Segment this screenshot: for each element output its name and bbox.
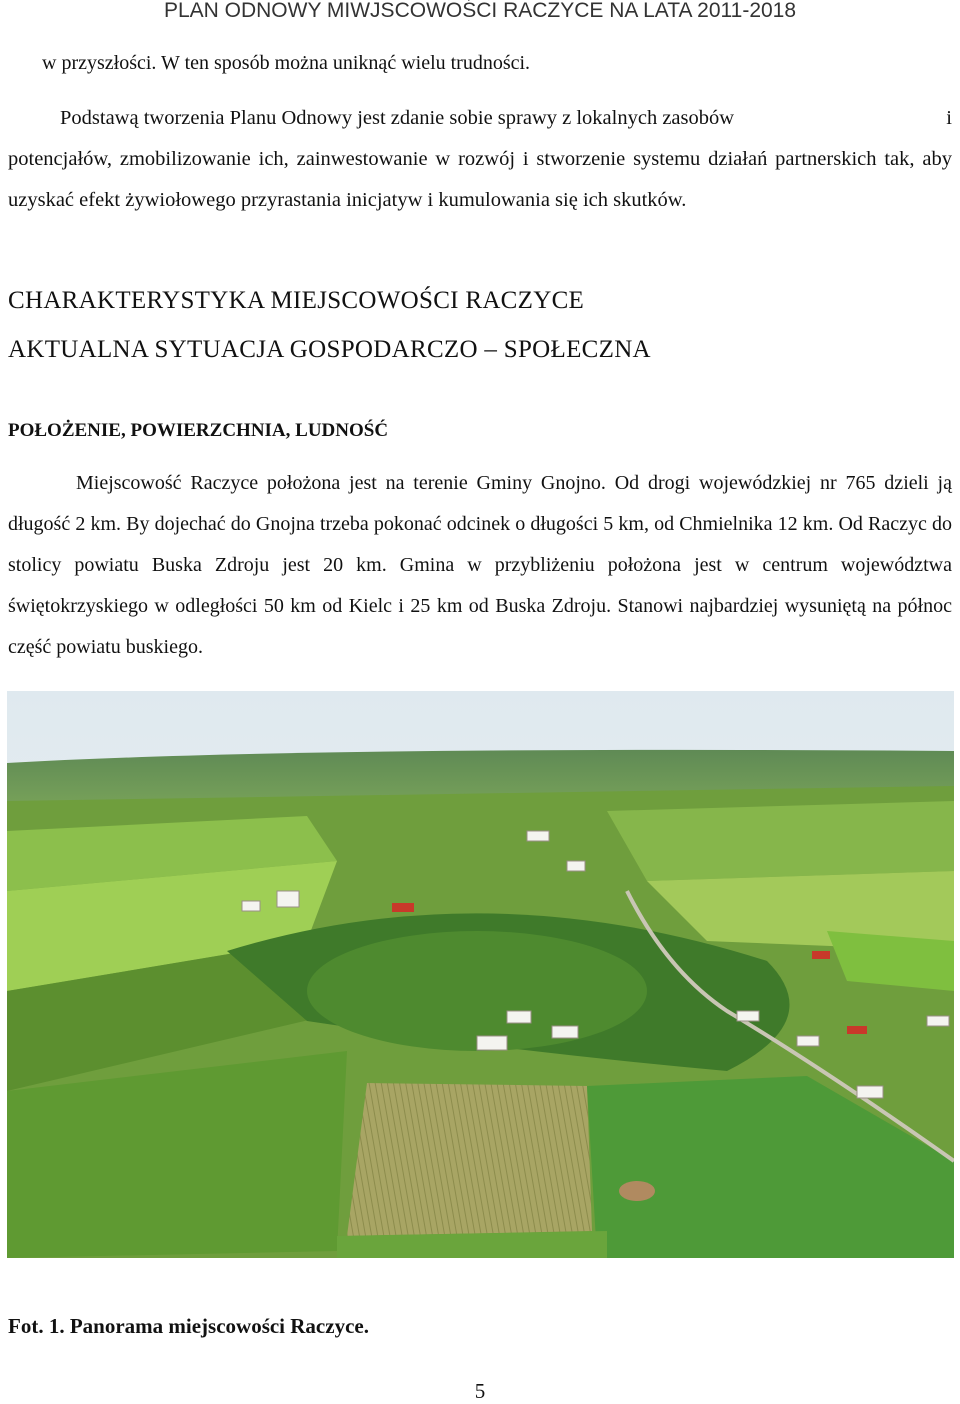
intro-rest: potencjałów, zmobilizowanie ich, zainwestowanie w rozwój i stworzenie systemu działań partnerskich tak, aby uzyskać efekt żywiołowego przyrastania inicjatyw i kumulowania się ich skutków. [8,148,952,211]
intro-first-line [8,98,952,139]
continuation-line: w przyszłości. W ten sposób można uniknąć wielu trudności. [42,52,531,74]
figure-caption: Fot. 1. Panorama miejscowości Raczyce. [8,1314,369,1338]
intro-first-text: Podstawą tworzenia Planu Odnowy jest zdanie sobie sprawy z lokalnych zasobów [60,107,735,129]
subsection-heading: POŁOŻENIE, POWIERZCHNIA, LUDNOŚĆ [8,420,389,441]
panorama-photo [7,691,954,1258]
location-paragraph [8,463,952,668]
location-text: Miejscowość Raczyce położona jest na terenie Gminy Gnojno. Od drogi wojewódzkiej nr 765 dzieli ją długość 2 km. By dojechać do Gnojna trzeba pokonać odcinek o długości 5 km, od Chmielnika 12 km. Od Raczyc do stolicy powiatu Buska Zdroju jest 20 km. Gmina w przybliżeniu położona jest w centrum województwa świętokrzyskiego w odległości 50 km od Kielc i 25 km od Buska Zdroju. Stanowi najbardziej wysuniętą na północ część powiatu buskiego. [8,472,952,658]
running-header: PLAN ODNOWY MIWJSCOWOŚCI RACZYCE NA LATA 2011-2018 [163,0,797,22]
page-number: 5 [474,1379,486,1403]
section-heading-2: AKTUALNA SYTUACJA GOSPODARCZO – SPOŁECZNA [8,336,651,363]
aerial-landscape-image [7,691,954,1258]
intro-first-tail: i [946,107,952,129]
intro-paragraph [8,98,952,221]
section-heading-1: CHARAKTERYSTYKA MIEJSCOWOŚCI RACZYCE [8,287,585,314]
